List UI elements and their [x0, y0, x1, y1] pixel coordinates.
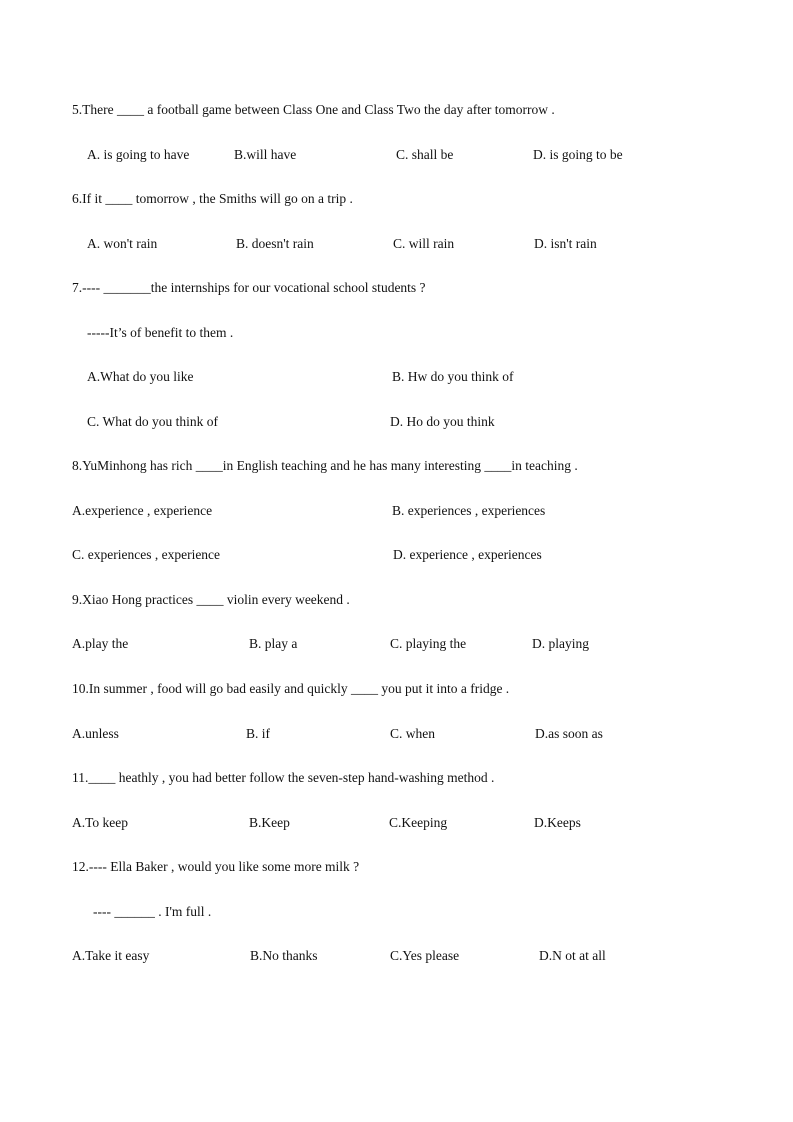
question-7-option-c: C. What do you think of	[87, 414, 218, 429]
question-8-stem: 8.YuMinhong has rich ____in English teaching and he has many interesting ____in teaching .	[72, 458, 578, 473]
question-10-stem: 10.In summer , food will go bad easily and quickly ____ you put it into a fridge .	[72, 681, 510, 696]
question-12-option-a: A.Take it easy	[72, 948, 150, 963]
question-7-option-d: D. Ho do you think	[390, 414, 495, 429]
question-10-option-b: B. if	[246, 726, 271, 741]
question-11-option-c: C.Keeping	[389, 815, 448, 830]
question-12-option-c: C.Yes please	[390, 948, 460, 963]
question-5-option-d: D. is going to be	[533, 147, 623, 162]
question-10-option-d: D.as soon as	[535, 726, 603, 741]
question-7-stem: 7.---- _______the internships for our vocational school students ?	[72, 280, 426, 295]
question-6-stem: 6.If it ____ tomorrow , the Smiths will go on a trip .	[72, 191, 353, 206]
question-8-option-d: D. experience , experiences	[393, 547, 542, 562]
question-12-option-b: B.No thanks	[250, 948, 318, 963]
question-9-stem: 9.Xiao Hong practices ____ violin every weekend .	[72, 592, 350, 607]
question-7-reply: -----It’s of benefit to them .	[87, 325, 234, 340]
question-11-stem: 11.____ heathly , you had better follow the seven-step hand-washing method .	[72, 770, 495, 785]
question-6-option-a: A. won't rain	[87, 236, 158, 251]
question-7-option-a: A.What do you like	[87, 369, 194, 384]
question-10-option-c: C. when	[390, 726, 435, 741]
question-6-option-b: B. doesn't rain	[236, 236, 314, 251]
question-7-option-b: B. Hw do you think of	[392, 369, 514, 384]
question-9-option-c: C. playing the	[390, 636, 467, 651]
question-12-stem: 12.---- Ella Baker , would you like some more milk ?	[72, 859, 360, 874]
question-5-option-b: B.will have	[234, 147, 297, 162]
question-5-option-a: A. is going to have	[87, 147, 190, 162]
question-8-option-a: A.experience , experience	[72, 503, 213, 518]
question-11-option-b: B.Keep	[249, 815, 290, 830]
question-6-option-d: D. isn't rain	[534, 236, 597, 251]
question-9-option-d: D. playing	[532, 636, 589, 651]
question-10-option-a: A.unless	[72, 726, 119, 741]
question-8-option-c: C. experiences , experience	[72, 547, 221, 562]
question-6-option-c: C. will rain	[393, 236, 455, 251]
question-11-option-a: A.To keep	[72, 815, 129, 830]
question-9-option-b: B. play a	[249, 636, 298, 651]
question-8-option-b: B. experiences , experiences	[392, 503, 546, 518]
question-12-reply: ---- ______ . I'm full .	[93, 904, 212, 919]
question-5-stem: 5.There ____ a football game between Class One and Class Two the day after tomorrow .	[72, 102, 555, 117]
question-9-option-a: A.play the	[72, 636, 129, 651]
question-5-option-c: C. shall be	[396, 147, 454, 162]
question-11-option-d: D.Keeps	[534, 815, 581, 830]
question-12-option-d: D.N ot at all	[539, 948, 606, 963]
